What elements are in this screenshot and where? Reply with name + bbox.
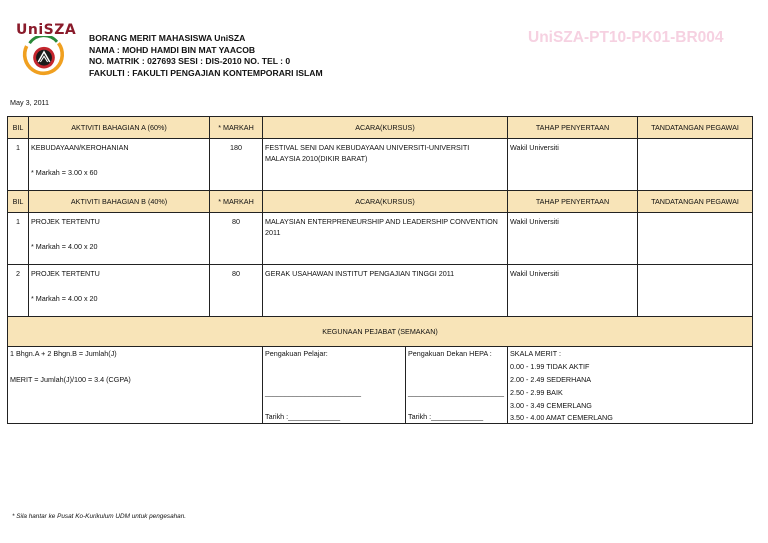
student-matric-session: NO. MATRIK : 027693 SESI : DIS-2010 NO. TEL : 0 xyxy=(89,56,291,67)
col-tandatangan: TANDATANGAN PEGAWAI xyxy=(638,191,753,213)
cell-markah: 180 xyxy=(210,139,263,191)
merit-scale xyxy=(508,347,753,424)
student-name: NAMA : MOHD HAMDI BIN MAT YAACOB xyxy=(89,44,256,55)
form-title: BORANG MERIT MAHASISWA UniSZA xyxy=(89,33,246,43)
office-use-header xyxy=(8,317,753,347)
col-markah: * MARKAH xyxy=(210,117,263,139)
col-aktiviti: AKTIVITI BAHAGIAN A (60%) xyxy=(29,117,210,139)
office-use-title: KEGUNAAN PEJABAT (SEMAKAN) xyxy=(8,317,753,347)
pengakuan-dekan-label: Pengakuan Dekan HEPA : xyxy=(408,349,492,358)
cell-acara: GERAK USAHAWAN INSTITUT PENGAJIAN TINGGI 2011 xyxy=(263,265,508,317)
cell-aktiviti xyxy=(29,139,210,191)
aktiviti-name: KEBUDAYAAN/KEROHANIAN xyxy=(31,143,129,152)
table-row xyxy=(8,213,753,265)
form-code: UniSZA-PT10-PK01-BR004 xyxy=(528,29,724,46)
cell-bil: 1 xyxy=(8,139,29,191)
student-acknowledgement xyxy=(263,347,508,424)
table-row xyxy=(8,139,753,191)
markah-formula: * Markah = 3.00 x 60 xyxy=(31,168,98,177)
table-row xyxy=(8,265,753,317)
crest-icon xyxy=(16,36,72,88)
skala-item: 2.00 - 2.49 SEDERHANA xyxy=(510,375,592,384)
col-acara: ACARA(KURSUS) xyxy=(263,191,508,213)
merit-calculation xyxy=(8,347,263,424)
student-signature-line: ________________________ xyxy=(265,388,361,397)
col-tahap: TAHAP PENYERTAAN xyxy=(508,117,638,139)
skala-item: 3.50 - 4.00 AMAT CEMERLANG xyxy=(510,413,613,422)
student-faculty: FAKULTI : FAKULTI PENGAJIAN KONTEMPORARI ISLAM xyxy=(89,67,323,78)
cell-markah: 80 xyxy=(210,265,263,317)
form-header xyxy=(89,33,323,79)
logo-wordmark: UniSZA xyxy=(16,22,77,38)
cell-tandatangan xyxy=(638,139,753,191)
cell-aktiviti xyxy=(29,213,210,265)
merit-formula: MERIT = Jumlah(J)/100 = 3.4 (CGPA) xyxy=(10,375,131,384)
col-markah: * MARKAH xyxy=(210,191,263,213)
dean-signature-line: ________________________ xyxy=(408,388,504,397)
cell-acara: MALAYSIAN ENTERPRENEURSHIP AND LEADERSHIP CONVENTION 2011 xyxy=(263,213,508,265)
markah-formula: * Markah = 4.00 x 20 xyxy=(31,294,98,303)
section-b-header xyxy=(8,191,753,213)
dean-date-line: Tarikh :_____________ xyxy=(408,412,484,421)
cell-bil: 2 xyxy=(8,265,29,317)
pengakuan-pelajar-label: Pengakuan Pelajar: xyxy=(265,349,328,358)
skala-item: 0.00 - 1.99 TIDAK AKTIF xyxy=(510,362,590,371)
cell-aktiviti xyxy=(29,265,210,317)
cell-tahap: Wakil Universiti xyxy=(508,139,638,191)
cell-tahap: Wakil Universiti xyxy=(508,213,638,265)
office-use-row xyxy=(8,347,753,424)
markah-formula: * Markah = 4.00 x 20 xyxy=(31,242,98,251)
footnote: * Sila hantar ke Pusat Ko-Kurikulum UDM untuk pengesahan. xyxy=(12,513,187,520)
cell-acara: FESTIVAL SENI DAN KEBUDAYAAN UNIVERSITI-UNIVERSITI MALAYSIA 2010(DIKIR BARAT) xyxy=(263,139,508,191)
col-bil: BIL xyxy=(8,117,29,139)
cell-tandatangan xyxy=(638,213,753,265)
col-bil: BIL xyxy=(8,191,29,213)
aktiviti-name: PROJEK TERTENTU xyxy=(31,269,100,278)
col-tandatangan: TANDATANGAN PEGAWAI xyxy=(638,117,753,139)
col-acara: ACARA(KURSUS) xyxy=(263,117,508,139)
cell-tandatangan xyxy=(638,265,753,317)
cell-tahap: Wakil Universiti xyxy=(508,265,638,317)
jumlah-formula: 1 Bhgn.A + 2 Bhgn.B = Jumlah(J) xyxy=(10,349,117,358)
student-date-line: Tarikh :_____________ xyxy=(265,412,341,421)
merit-table xyxy=(7,116,753,424)
col-tahap: TAHAP PENYERTAAN xyxy=(508,191,638,213)
aktiviti-name: PROJEK TERTENTU xyxy=(31,217,100,226)
col-aktiviti: AKTIVITI BAHAGIAN B (40%) xyxy=(29,191,210,213)
cell-bil: 1 xyxy=(8,213,29,265)
skala-title: SKALA MERIT : xyxy=(510,349,561,358)
form-date: May 3, 2011 xyxy=(10,98,50,107)
skala-item: 2.50 - 2.99 BAIK xyxy=(510,388,563,397)
section-a-header xyxy=(8,117,753,139)
skala-item: 3.00 - 3.49 CEMERLANG xyxy=(510,401,592,410)
cell-markah: 80 xyxy=(210,213,263,265)
